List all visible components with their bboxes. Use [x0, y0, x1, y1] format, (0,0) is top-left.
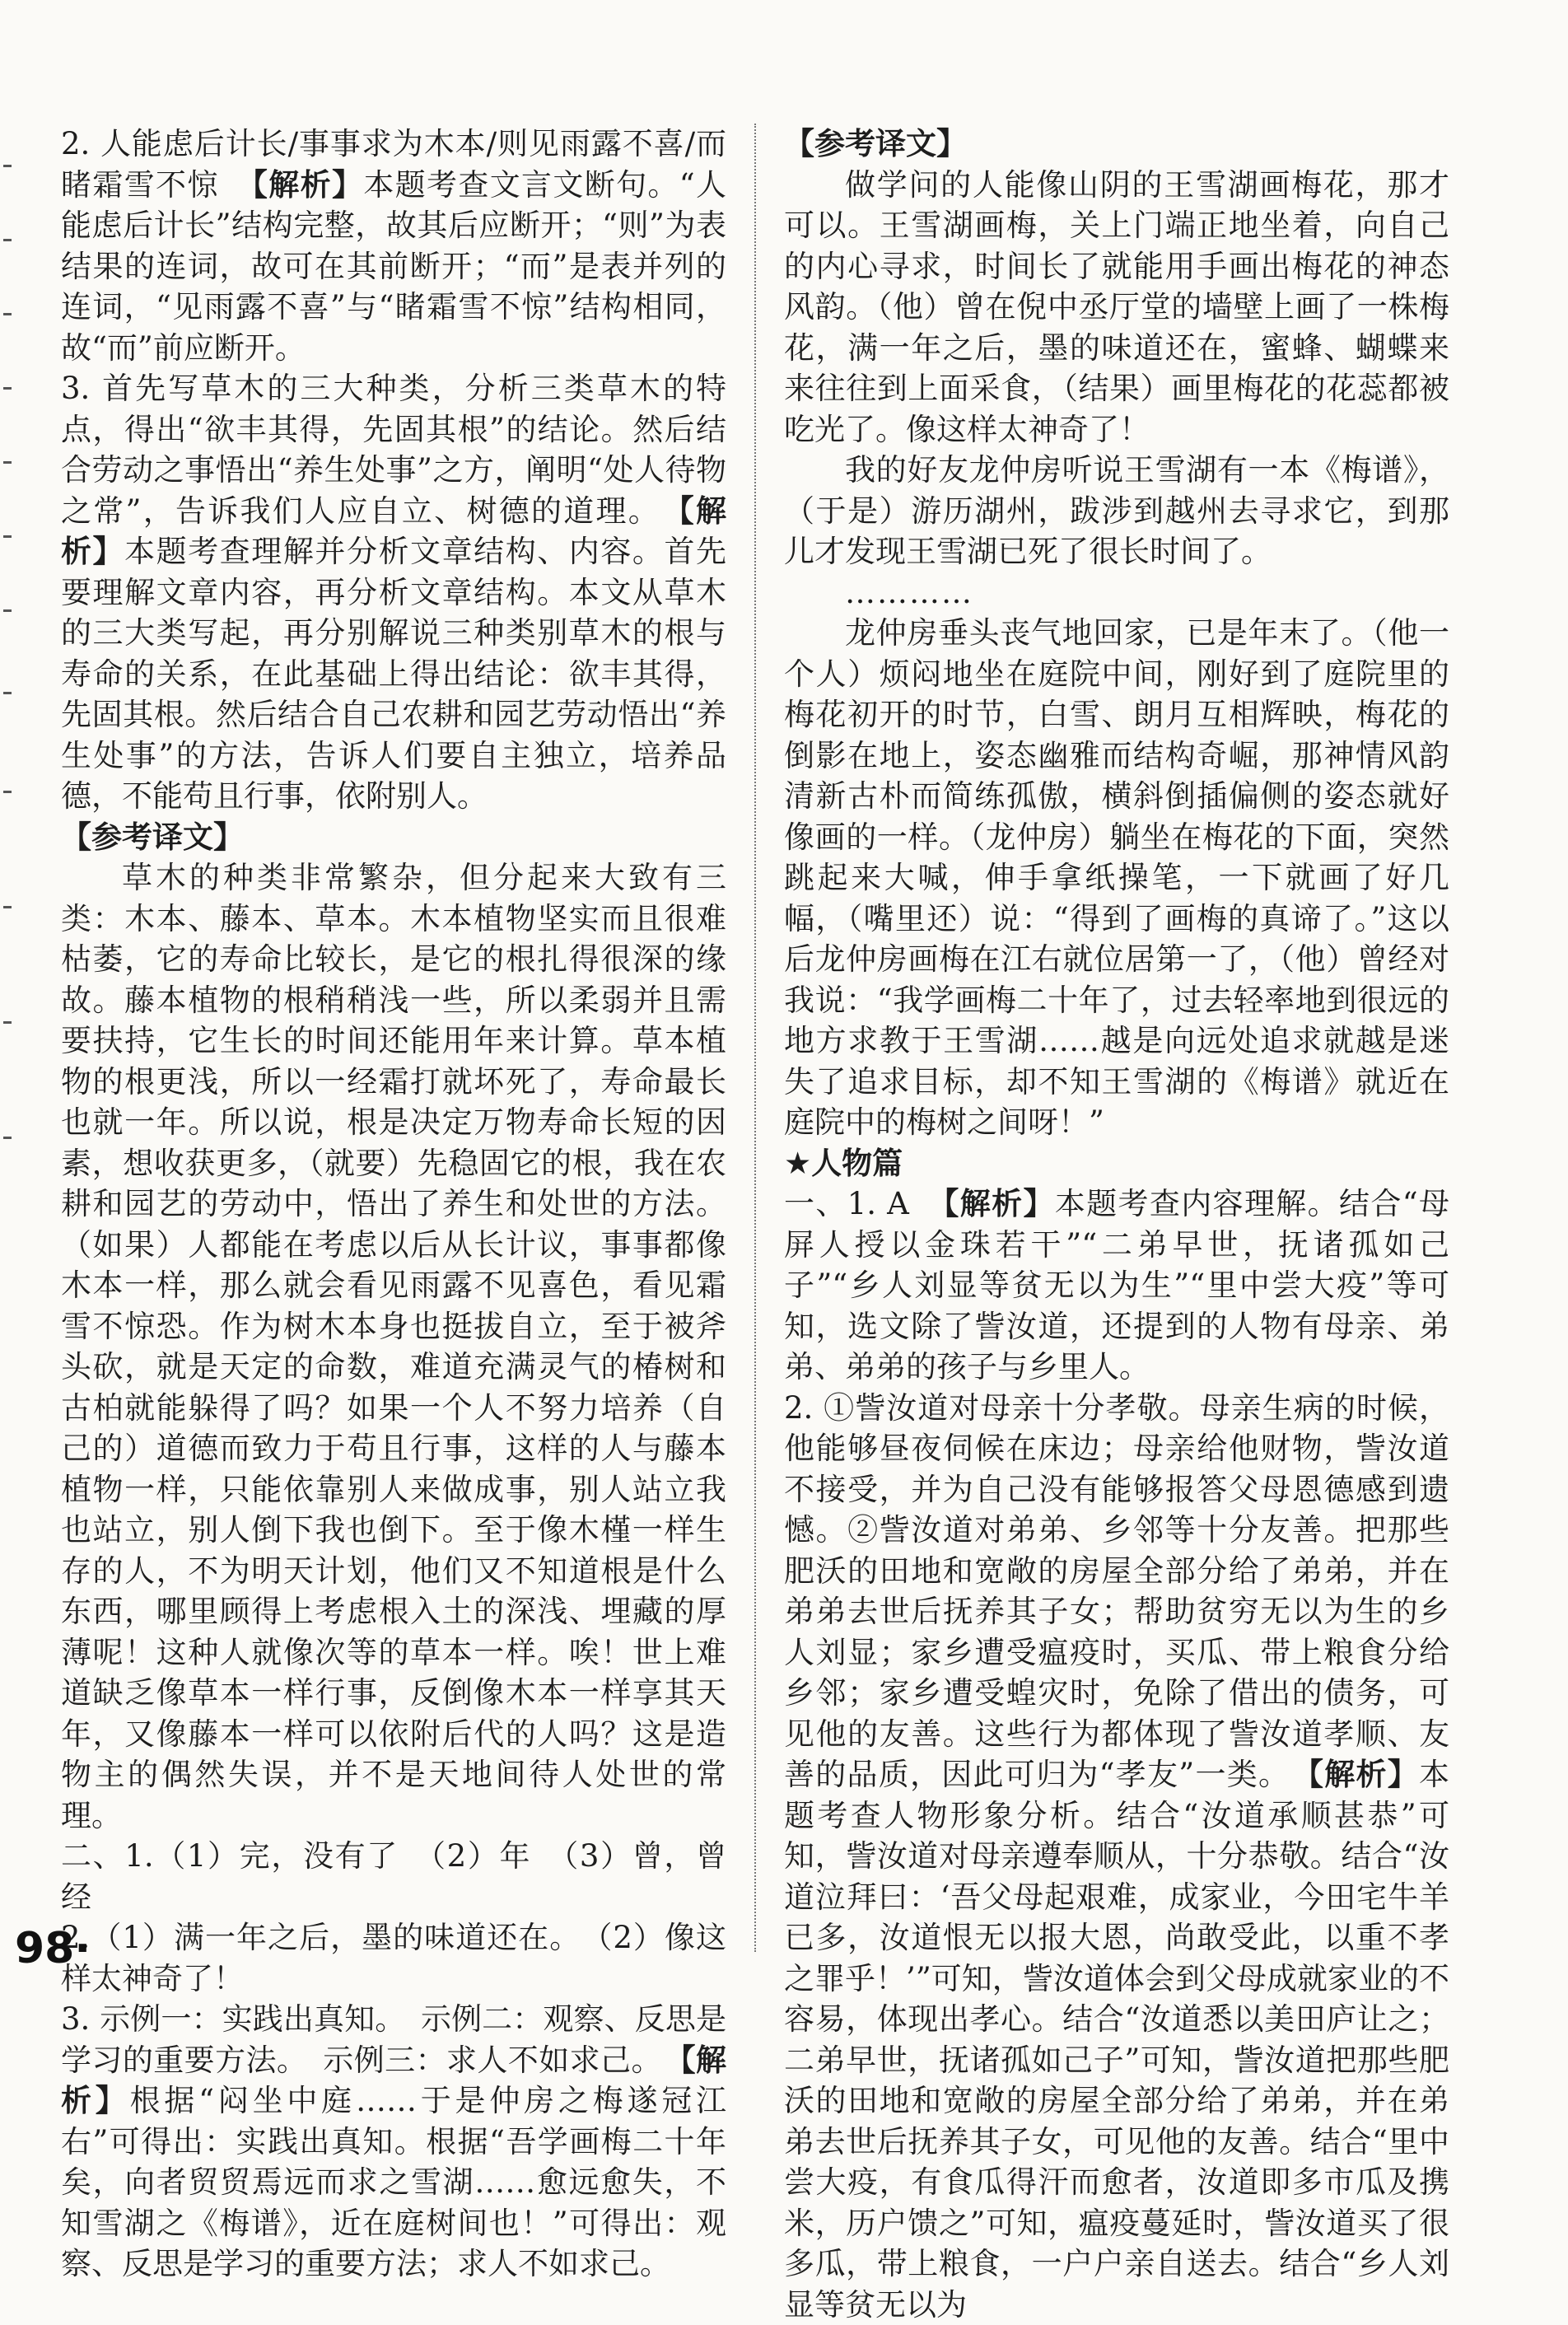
sec2-q1: 二、1.（1）完，没有了 （2）年 （3）曾，曾经 — [61, 1836, 726, 1917]
analysis-tag: 【解析】 — [61, 2043, 726, 2119]
char-q2-analysis: 本题考查人物形象分析。结合“汝道承顺甚恭”可知，訾汝道对母亲遵奉顺从，十分恭敬。结合“汝道泣拜曰：‘吾父母起艰难，成家业，今田宅牛羊已多，汝道恨无以报大恩，尚敢受此，以重不孝之罪乎！’”可知，訾汝道体会到父母成就家业的不容易，体现出孝心。结合“汝道悉以美田庐让之；二弟早世，抚诸孤如己子”可知，訾汝道把那些肥沃的田地和宽敞的房屋全部分给了弟弟，并在弟弟去世后抚养其子女，可见他的友善。结合“里中尝大疫，有食瓜得汗而愈者，汝道即多市瓜及携米，历户馈之”可知，瘟疫蔓延时，訾汝道买了很多瓜，带上粮食，一户户亲自送去。结合“乡人刘显等贫无以为 — [784, 1757, 1449, 2323]
translation-para-2: 我的好友龙仲房听说王雪湖有一本《梅谱》，（于是）游历湖州，跋涉到越州去寻求它，到那儿才发现王雪湖已死了很长时间了。 — [784, 450, 1449, 572]
char-q1-answer: 一、1. A — [784, 1186, 909, 1221]
right-column — [784, 124, 1449, 2325]
char-q1-analysis: 本题考查内容理解。结合“母屏人授以金珠若干”“二弟早世，抚诸孤如己子”“乡人刘显等贫无以为生”“里中尝大疫”等可知，选文除了訾汝道，还提到的人物有母亲、弟弟、弟弟的孩子与乡里人。 — [784, 1186, 1449, 1384]
ellipsis: ………… — [784, 572, 1449, 614]
char-q2-block — [784, 1388, 1449, 2325]
q3-answer: 3. 首先写草木的三大种类，分析三类草木的特点，得出“欲丰其得，先固其根”的结论。然后结合劳动之事悟出“养生处事”之方，阐明“处人待物之常”，告诉我们人应自立、树德的道理。 — [61, 371, 726, 529]
q2-block — [61, 124, 726, 368]
sec2-q3-answer: 3. 示例一：实践出真知。 示例二：观察、反思是学习的重要方法。 示例三：求人不如求己。 — [61, 2001, 726, 2078]
q3-analysis: 本题考查理解并分析文章结构、内容。首先要理解文章内容，再分析文章结构。本文从草木的三大类写起，再分别解说三种类别草木的根与寿命的关系，在此基础上得出结论：欲丰其得，先固其根。然后结合自己农耕和园艺劳动悟出“养生处事”的方法，告诉人们要自主独立，培养品德，不能苟且行事，依附别人。 — [61, 534, 726, 814]
sec2-q3-analysis: 根据“闷坐中庭……于是仲房之梅遂冠江右”可得出：实践出真知。根据“吾学画梅二十年矣，向者贸贸焉远而求之雪湖……愈远愈失，不知雪湖之《梅谱》，近在庭树间也！”可得出：观察、反思是学习的重要方法；求人不如求己。 — [61, 2083, 726, 2281]
q2-analysis: 本题考查文言文断句。“人能虑后计长”结构完整，故其后应断开；“则”为表结果的连词，故可在其前断开；“而”是表并列的连词，“见雨露不喜”与“睹霜雪不惊”结构相同，故“而”前应断开。 — [61, 167, 726, 366]
translation-paragraph: 草木的种类非常繁杂，但分起来大致有三类：木本、藤本、草本。木本植物坚实而且很难枯萎，它的寿命比较长，是它的根扎得很深的缘故。藤本植物的根稍稍浅一些，所以柔弱并且需要扶持，它生长的时间还能用年来计算。草本植物的根更浅，所以一经霜打就坏死了，寿命最长也就一年。所以说，根是决定万物寿命长短的因素，想收获更多，（就要）先稳固它的根，我在农耕和园艺的劳动中，悟出了养生和处世的方法。（如果）人都能在考虑以后从长计议，事事都像木本一样，那么就会看见雨露不见喜色，看见霜雪不惊恐。作为树木本身也挺拔自立，至于被斧头砍，就是天定的命数，难道充满灵气的椿树和古柏就能躲得了吗？如果一个人不努力培养（自己的）道德而致力于苟且行事，这样的人与藤本植物一样，只能依靠别人来做成事，别人站立我也站立，别人倒下我也倒下。至于像木槿一样生存的人，不为明天计划，他们又不知道根是什么东西，哪里顾得上考虑根入土的深浅、埋藏的厚薄呢！这种人就像次等的草本一样。唉！世上难道缺乏像草本一样行事，反倒像木本一样享其天年，又像藤本一样可以依附后代的人吗？这是造物主的偶然失误，并不是天地间待人处世的常理。 — [61, 857, 726, 1836]
char-q2-answer: 2. ①訾汝道对母亲十分孝敬。母亲生病的时候，他能够昼夜伺候在床边；母亲给他财物，訾汝道不接受，并为自己没有能够报答父母恩德感到遗憾。②訾汝道对弟弟、乡邻等十分友善。把那些肥沃的田地和宽敞的房屋全部分给了弟弟，并在弟弟去世后抚养其子女；帮助贫穷无以为生的乡人刘显；家乡遭受瘟疫时，买瓜、带上粮食分给乡邻；家乡遭受蝗灾时，免除了借出的债务，可见他的友善。这些行为都体现了訾汝道孝顺、友善的品质，因此可归为“孝友”一类。 — [784, 1390, 1449, 1793]
analysis-tag: 【解析】 — [237, 167, 363, 203]
page-number: 98· — [15, 1924, 91, 1973]
translation-heading: 【参考译文】 — [784, 124, 1449, 165]
q2-answer: 2. 人能虑后计长/事事求为木本/则见雨露不喜/而睹霜雪不惊 — [61, 126, 726, 203]
char-q1-block — [784, 1184, 1449, 1388]
sec2-q3-block — [61, 1999, 726, 2285]
analysis-tag: 【解析】 — [927, 1186, 1055, 1221]
translation-para-1: 做学问的人能像山阴的王雪湖画梅花，那才可以。王雪湖画梅，关上门端正地坐着，向自己的内心寻求，时间长了就能用手画出梅花的神态风韵。（他）曾在倪中丞厅堂的墙壁上画了一株梅花，满一年之后，墨的味道还在，蜜蜂、蝴蝶来来往往到上面采食，（结果）画里梅花的花蕊都被吃光了。像这样太神奇了！ — [784, 165, 1449, 451]
translation-para-3: 龙仲房垂头丧气地回家，已是年末了。（他一个人）烦闷地坐在庭院中间，刚好到了庭院里的梅花初开的时节，白雪、朗月互相辉映，梅花的倒影在地上，姿态幽雅而结构奇崛，那神情风韵清新古朴而简练孤傲，横斜倒插偏侧的姿态就好像画的一样。（龙仲房）躺坐在梅花的下面，突然跳起来大喊，伸手拿纸操笔，一下就画了好几幅，（嘴里还）说：“得到了画梅的真谛了。”这以后龙仲房画梅在江右就位居第一了，（他）曾经对我说：“我学画梅二十年了，过去轻率地到很远的地方求教于王雪湖……越是向远处追求就越是迷失了追求目标，却不知王雪湖的《梅谱》就近在庭院中的梅树之间呀！” — [784, 613, 1449, 1143]
translation-heading: 【参考译文】 — [61, 817, 726, 858]
analysis-tag: 【解析】 — [1308, 1757, 1419, 1792]
binding-edge-marks — [0, 165, 15, 1318]
column-divider — [754, 124, 758, 1952]
analysis-tag: 【解析】 — [61, 493, 726, 570]
sec2-q2: 2.（1）满一年之后，墨的味道还在。 （2）像这样太神奇了！ — [61, 1917, 726, 1999]
left-column — [61, 124, 726, 2285]
q3-block — [61, 368, 726, 817]
section-heading-characters: ★人物篇 — [784, 1143, 1449, 1184]
